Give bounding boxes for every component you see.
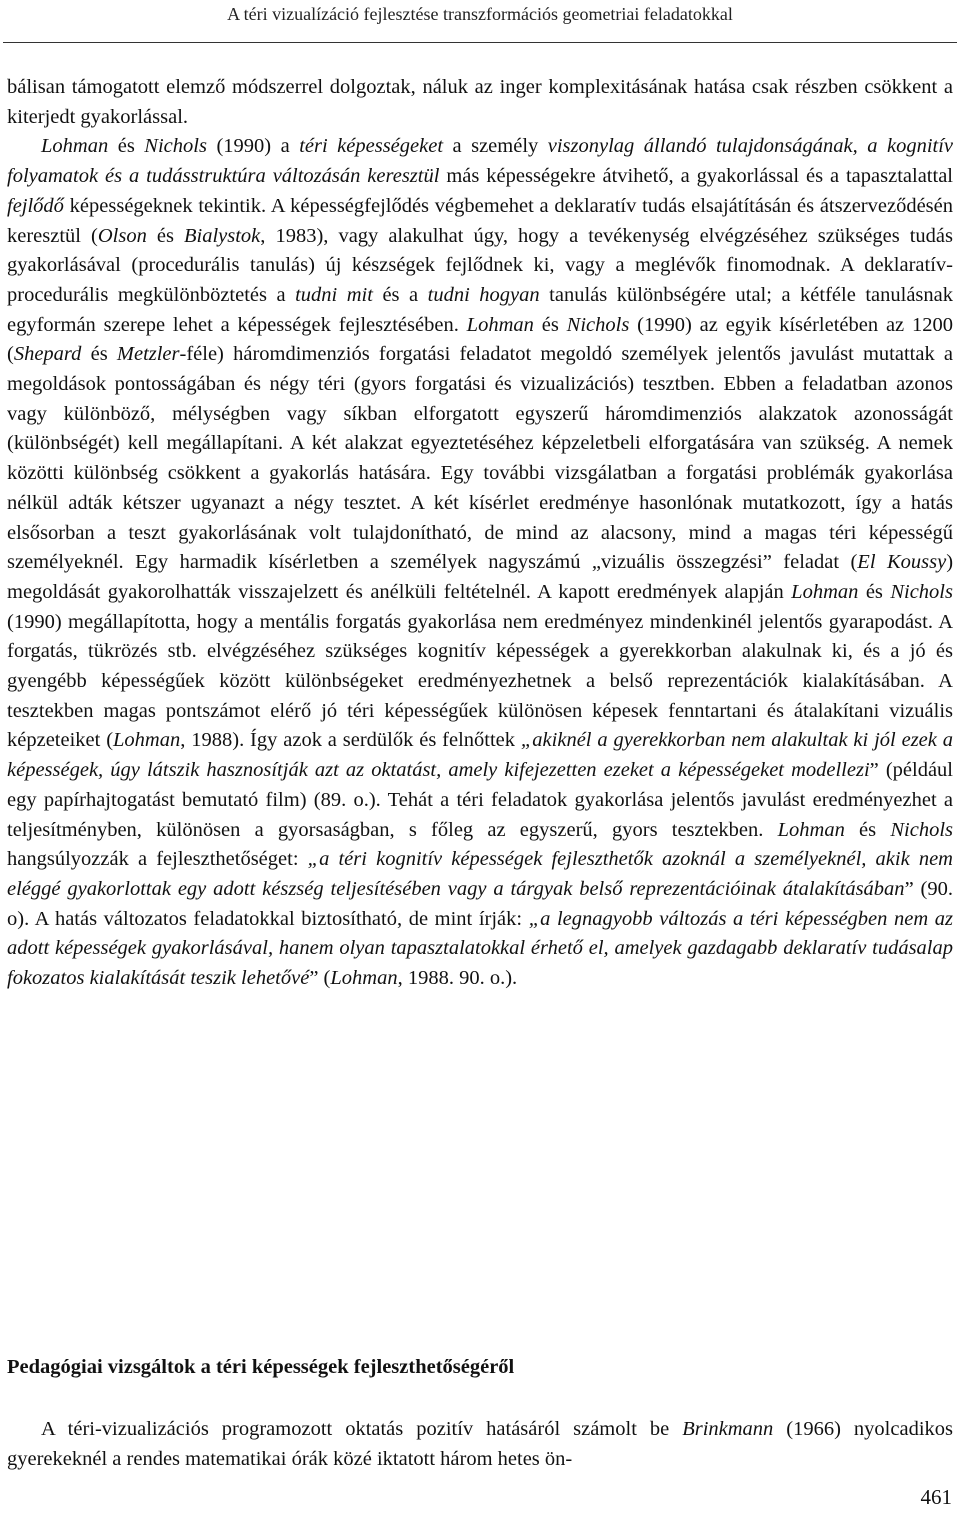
- text-run: ) megoldását gyakorolhatták visszajelzett és anélküli feltételnél. A kapott eredmények alapján: [7, 551, 954, 603]
- text-run: , 1988. 90. o.).: [397, 967, 518, 990]
- italic-text: tudni mit: [295, 283, 373, 306]
- paragraph-continued: [7, 73, 953, 132]
- italic-text: Nichols: [890, 580, 953, 603]
- italic-text: „a téri kognitív képességek fejleszthetők azoknál a személyeknél, akik nem eléggé gyakorlottak egy adott készség teljesítésében vagy a tárgyak belső reprezentációinak átalakításában: [7, 848, 953, 900]
- text-run: a személy: [443, 135, 548, 158]
- text-run: , 1988). Így azok a serdülők és felnőttek: [180, 729, 521, 752]
- italic-text: téri képességeket: [299, 135, 444, 158]
- text-run: ” (90. o). A hatás változatos feladatokkal biztosítható, de mint írják:: [7, 877, 953, 930]
- text-run: A téri-vizualizációs programozott oktatás pozitív hatásáról számolt be: [41, 1418, 683, 1440]
- italic-text: „a legnagyobb változás a téri képességben nem az adott képességek gyakorlásával, hanem olyan tapasztalatokkal érhető el, amelyek gazdagabb deklaratív tudásalap fokozatos kialakítását teszik lehetővé: [7, 907, 953, 990]
- italic-text: Nichols: [890, 818, 954, 841]
- text-run: és: [108, 135, 145, 158]
- italic-text: Lohman: [330, 967, 398, 990]
- paragraph-brinkmann: [7, 1415, 953, 1474]
- text-run: és: [81, 343, 117, 366]
- italic-text: tudni hogyan: [427, 283, 540, 306]
- text-run: (1990) a: [206, 135, 300, 158]
- italic-text: Shepard: [13, 343, 82, 366]
- italic-text: fejlődő: [7, 194, 64, 217]
- italic-text: Bialystok: [184, 224, 261, 247]
- text-run: és: [146, 224, 184, 247]
- text-run: ” (: [309, 967, 331, 990]
- italic-text: Lohman: [41, 135, 109, 158]
- section-heading: Pedagógiai vizsgáltok a téri képességek fejleszthetőségéről: [7, 1356, 515, 1378]
- paragraph-lohman-nichols: [7, 132, 953, 993]
- text-run: képességeknek tekintik. A képességfejlődés végbemehet a deklaratív tudás elsajátításán és átszerveződésén keresztül (: [7, 194, 953, 247]
- text-run: , 1983), vagy alakulhat úgy, hogy a tevékenység elvégzéséhez szükséges tudás gyakorlásával (procedurális tanulás) új készségek fejlődnek ki, vagy a meglévők finomodnak. A deklaratív-procedurális megkülönböztetés a: [7, 224, 954, 306]
- text-run: más képességekre átvihető, a gyakorlással és a tapasztalattal: [439, 165, 953, 188]
- text-run: -féle) háromdimenziós forgatási feladatot megoldó személyek jelentős javulást mutattak a megoldások pontosságában és négy téri (gyors forgatási és vizualizációs) tesztben. Ebben a feladatban azonos vagy különböző, mélységben vagy síkban elforgatott egyszerű háromdimenziós alakzatok azonosságát (különbségét) kell megállapítani. A két alakzat egyeztetéséhez képzeletbeli elforgatására van szükség. A nemek közötti különbség csökkent a gyakorlás hatására. Egy további vizsgálatban a forgatási problémák gyakorlása nélkül adták kétszer ugyanazt a négy tesztet. A két kísérlet eredménye hasonlónak mutatkozott, így a hatás elsősorban a teszt gyakorlásának volt tulajdonítható, de mind az alacsony, mind a magas téri képességű személyeknél. Egy harmadik kísérletben a személyek nagyszámú „vizuális összegzési” feladat (: [7, 343, 953, 574]
- italic-text: Nichols: [144, 135, 207, 158]
- text-run: és: [844, 818, 891, 841]
- text-run: hangsúlyozzák a fejleszthetőséget:: [7, 848, 308, 871]
- italic-text: Nichols: [566, 313, 630, 336]
- italic-text: Lohman: [113, 729, 181, 752]
- text-run: tanulás különbségére utal; a kétféle tanulásnak egyformán szerepe lehet a képességek fejlesztésében.: [7, 283, 953, 336]
- italic-text: viszonylag állandó tulajdonságának, a kognitív folyamatok és a tudásstruktúra változásán keresztül: [7, 135, 954, 188]
- italic-text: Lohman: [777, 818, 845, 841]
- italic-text: Metzler: [116, 343, 180, 366]
- text-run: (1990) megállapította, hogy a mentális forgatás gyakorlása nem eredményez mindenkinél jelentős gyarapodást. A forgatás, tükrözés stb. elvégzéséhez szükséges kognitív képességek a gyerekkorban alakulnak ki, és a jó és gyengébb képességűek között különbségeket eredményezhetnek a belső reprezentációk kialakításában. A tesztekben magas pontszámot elérő jó téri képességűek különösen képesek fenntartani és átalakítani vizuális képzeteiket (: [7, 610, 953, 752]
- text-run: és a: [372, 283, 428, 306]
- italic-text: El Koussy: [857, 551, 947, 574]
- text-run: (1990) az egyik kísérletében az 1200 (: [7, 313, 953, 366]
- text-run: és: [533, 313, 567, 336]
- header-divider: [3, 42, 957, 43]
- text-run: (1966) nyolcadikos gyerekeknél a rendes matematikai órák közé iktatott három hetes ön-: [7, 1418, 953, 1470]
- page-number: 461: [920, 1485, 952, 1509]
- italic-text: Olson: [97, 224, 147, 247]
- italic-text: Brinkmann: [682, 1418, 774, 1440]
- italic-text: „akiknél a gyerekkorban nem alakultak ki jól ezek a képességek, úgy látszik hasznosítják azt az oktatást, amely kifejezetten ezeket a képességeket modellezi: [7, 729, 953, 782]
- italic-text: Lohman: [791, 580, 859, 603]
- italic-text: Lohman: [466, 313, 534, 336]
- text-run: ” (például egy papírhajtogatást bemutató film) (89. o.). Tehát a téri feladatok gyakorlása jelentős javulást eredményezhet a teljesítményben, különösen a gyorsaságban, s főleg az egyszerű, gyors tesztekben.: [7, 759, 953, 841]
- text-run: bálisan támogatott elemző módszerrel dolgoztak, náluk az inger komplexitásának hatása csak részben csökkent a kiterjedt gyakorlással.: [7, 76, 953, 128]
- running-header: A téri vizualízáció fejlesztése transzformációs geometriai feladatokkal: [227, 4, 733, 24]
- body-text: [7, 73, 953, 994]
- text-run: és: [858, 580, 891, 603]
